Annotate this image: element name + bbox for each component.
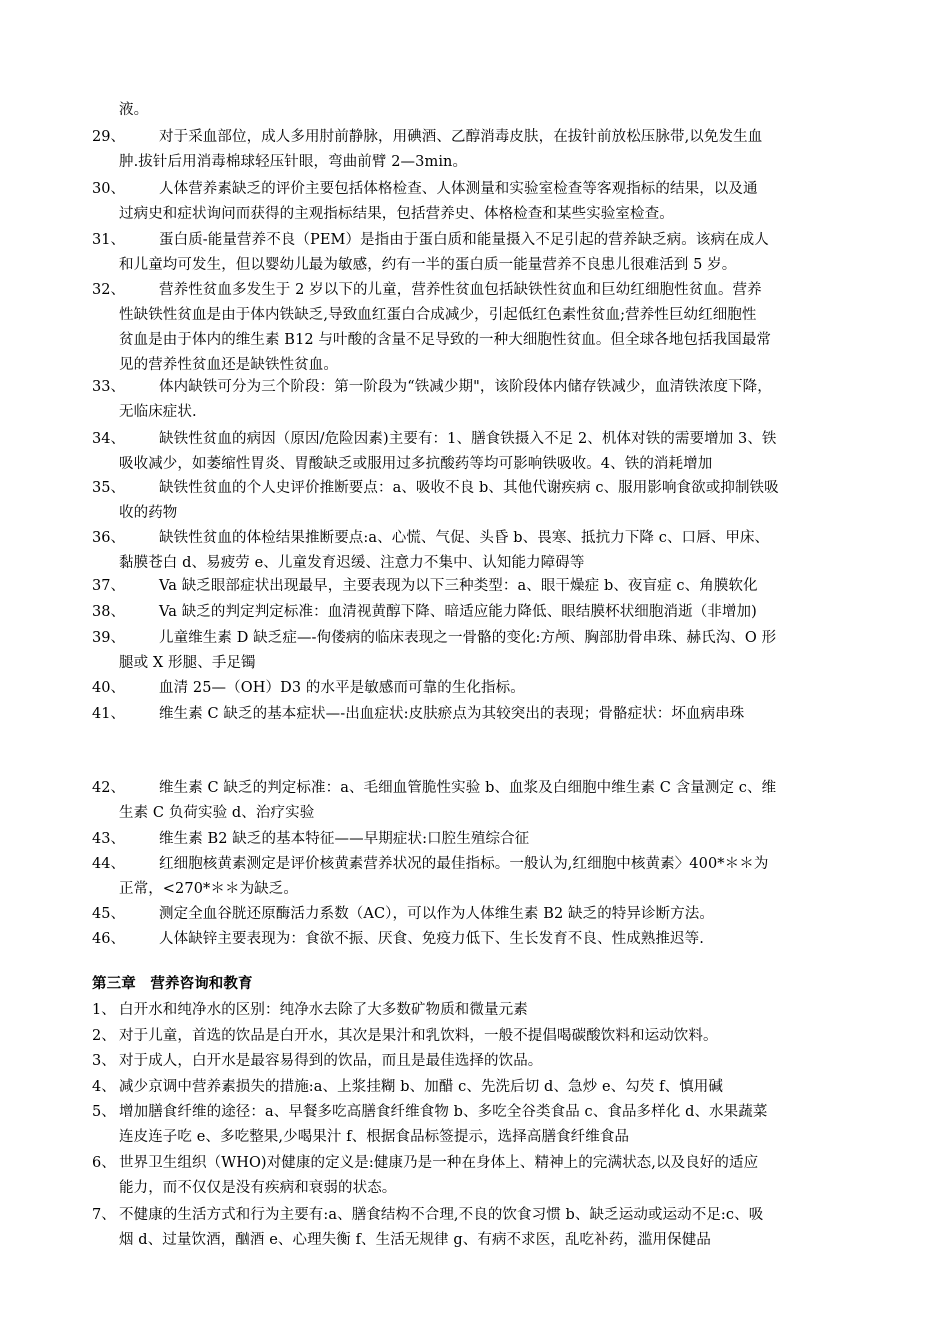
item-number: 34、 bbox=[92, 431, 125, 447]
item-text-line: 正常，<270*＊＊为缺乏。 bbox=[119, 881, 298, 897]
item-number: 39、 bbox=[92, 630, 125, 646]
item-text-line: 红细胞核黄素测定是评价核黄素营养状况的最佳指标。一般认为,红细胞中核黄素〉400*＊＊为 bbox=[159, 856, 769, 872]
item-text-line: 对于儿童，首选的饮品是白开水，其次是果汁和乳饮料，一般不提倡喝碳酸饮料和运动饮料。 bbox=[119, 1028, 718, 1044]
item-number: 40、 bbox=[92, 680, 125, 696]
item-text-line: 减少京调中营养素损失的措施:a、上浆挂糊 b、加醋 c、先洗后切 d、急炒 e、勾芡 f、慎用碱 bbox=[119, 1079, 724, 1095]
item-text-line: 腿或 X 形腿、手足镯 bbox=[119, 655, 256, 671]
item-text-line: 烟 d、过量饮酒，酗酒 e、心理失衡 f、生活无规律 g、有病不求医，乱吃补药，滥用保健品 bbox=[119, 1232, 711, 1248]
item-number: 7、 bbox=[92, 1207, 116, 1223]
item-number: 42、 bbox=[92, 780, 125, 796]
item-text-line: 营养性贫血多发生于 2 岁以下的儿童，营养性贫血包括缺铁性贫血和巨幼红细胞性贫血。营养 bbox=[159, 282, 762, 298]
item-text-line: 性缺铁性贫血是由于体内铁缺乏,导致血红蛋白合成减少，引起低红色素性贫血;营养性巨幼红细胞性 bbox=[119, 307, 757, 323]
item-text-line: Va 缺乏眼部症状出现最早，主要表现为以下三种类型：a、眼干燥症 b、夜盲症 c、角膜软化 bbox=[159, 578, 758, 594]
item-number: 37、 bbox=[92, 578, 125, 594]
item-number: 30、 bbox=[92, 181, 125, 197]
item-text-line: 缺铁性贫血的个人史评价推断要点：a、吸收不良 b、其他代谢疾病 c、服用影响食欲或抑制铁吸 bbox=[159, 480, 779, 496]
item-text-line: 缺铁性贫血的体检结果推断要点:a、心慌、气促、头昏 b、畏寒、抵抗力下降 c、口唇、甲床、 bbox=[159, 530, 770, 546]
item-number: 35、 bbox=[92, 480, 125, 496]
item-number: 33、 bbox=[92, 379, 125, 395]
chapter-3-title: 第三章 营养咨询和教育 bbox=[92, 975, 253, 992]
item-text-line: 无临床症状. bbox=[119, 404, 197, 420]
item-number: 45、 bbox=[92, 906, 125, 922]
item-number: 5、 bbox=[92, 1104, 116, 1120]
intro-continuation: 液。 bbox=[119, 102, 149, 118]
item-text-line: 和儿童均可发生，但以婴幼儿最为敏感，约有一半的蛋白质一能量营养不良患儿很难活到 5 岁。 bbox=[119, 257, 737, 273]
item-text-line: 能力，而不仅仅是没有疾病和衰弱的状态。 bbox=[119, 1180, 397, 1196]
item-text-line: 肿.拔针后用消毒棉球轻压针眼，弯曲前臂 2—3min。 bbox=[119, 154, 468, 170]
item-number: 6、 bbox=[92, 1155, 116, 1171]
item-text-line: 维生素 C 缺乏的基本症状—-出血症状:皮肤瘀点为其较突出的表现；骨骼症状：坏血病串珠 bbox=[159, 706, 745, 722]
item-text-line: 增加膳食纤维的途径：a、早餐多吃高膳食纤维食物 b、多吃全谷类食品 c、食品多样化 d、水果蔬菜 bbox=[119, 1104, 768, 1120]
item-number: 46、 bbox=[92, 931, 125, 947]
item-text-line: 贫血是由于体内的维生素 B12 与叶酸的含量不足导致的一种大细胞性贫血。但全球各地包括我国最常 bbox=[119, 332, 772, 348]
item-text-line: 连皮连子吃 e、多吃整果,少喝果汁 f、根据食品标签提示，选择高膳食纤维食品 bbox=[119, 1129, 630, 1145]
item-text-line: 不健康的生活方式和行为主要有:a、膳食结构不合理,不良的饮食习惯 b、缺乏运动或运动不足:c、吸 bbox=[119, 1207, 764, 1223]
item-text-line: 儿童维生素 D 缺乏症—-佝偻病的临床表现之一骨骼的变化:方颅、胸部肋骨串珠、赫氏沟、O 形 bbox=[159, 630, 777, 646]
item-text-line: 维生素 B2 缺乏的基本特征——早期症状:口腔生殖综合征 bbox=[159, 831, 530, 847]
item-text-line: 对于采血部位，成人多用肘前静脉，用碘酒、乙醇消毒皮肤，在拔针前放松压脉带,以免发生血 bbox=[159, 129, 763, 145]
item-text-line: 生素 C 负荷实验 d、治疗实验 bbox=[119, 805, 315, 821]
item-text-line: 蛋白质-能量营养不良（PEM）是指由于蛋白质和能量摄入不足引起的营养缺乏病。该病在成人 bbox=[159, 232, 769, 248]
item-number: 2、 bbox=[92, 1028, 116, 1044]
item-text-line: 测定全血谷胱还原酶活力系数（AC），可以作为人体维生素 B2 缺乏的特异诊断方法。 bbox=[159, 906, 715, 922]
item-text-line: 对于成人，白开水是最容易得到的饮品，而且是最佳选择的饮品。 bbox=[119, 1053, 543, 1069]
item-number: 38、 bbox=[92, 604, 125, 620]
item-text-line: 缺铁性贫血的病因（原因/危险因素)主要有：1、膳食铁摄入不足 2、机体对铁的需要增加 3、铁 bbox=[159, 431, 777, 447]
item-text-line: 血清 25—（OH）D3 的水平是敏感而可靠的生化指标。 bbox=[159, 680, 525, 696]
item-number: 31、 bbox=[92, 232, 125, 248]
item-text-line: 世界卫生组织（WHO)对健康的定义是:健康乃是一种在身体上、精神上的完满状态,以及良好的适应 bbox=[119, 1155, 759, 1171]
item-text-line: 维生素 C 缺乏的判定标准：a、毛细血管脆性实验 b、血浆及白细胞中维生素 C 含量测定 c、维 bbox=[159, 780, 777, 796]
item-text-line: 人体缺锌主要表现为：食欲不振、厌食、免疫力低下、生长发育不良、性成熟推迟等. bbox=[159, 931, 704, 947]
item-text-line: 白开水和纯净水的区别：纯净水去除了大多数矿物质和微量元素 bbox=[119, 1002, 528, 1018]
item-text-line: 见的营养性贫血还是缺铁性贫血。 bbox=[119, 357, 338, 373]
item-number: 41、 bbox=[92, 706, 125, 722]
item-text-line: 人体营养素缺乏的评价主要包括体格检查、人体测量和实验室检查等客观指标的结果，以及通 bbox=[159, 181, 758, 197]
item-text-line: 黏膜苍白 d、易疲劳 e、儿童发育迟缓、注意力不集中、认知能力障碍等 bbox=[119, 555, 585, 571]
item-text-line: 收的药物 bbox=[119, 505, 178, 521]
item-number: 1、 bbox=[92, 1002, 116, 1018]
item-text-line: Va 缺乏的判定判定标准：血清视黄醇下降、暗适应能力降低、眼结膜杯状细胞消逝（非增加) bbox=[159, 604, 757, 620]
item-text-line: 吸收减少，如萎缩性胃炎、胃酸缺乏或服用过多抗酸药等均可影响铁吸收。4、铁的消耗增加 bbox=[119, 456, 713, 472]
item-number: 29、 bbox=[92, 129, 125, 145]
item-number: 32、 bbox=[92, 282, 125, 298]
item-text-line: 过病史和症状询问而获得的主观指标结果，包括营养史、体格检查和某些实验室检查。 bbox=[119, 206, 674, 222]
item-number: 4、 bbox=[92, 1079, 116, 1095]
item-number: 36、 bbox=[92, 530, 125, 546]
item-number: 3、 bbox=[92, 1053, 116, 1069]
item-number: 44、 bbox=[92, 856, 125, 872]
item-text-line: 体内缺铁可分为三个阶段：第一阶段为“铁减少期"，该阶段体内储存铁减少，血清铁浓度下降， bbox=[159, 379, 772, 395]
item-number: 43、 bbox=[92, 831, 125, 847]
